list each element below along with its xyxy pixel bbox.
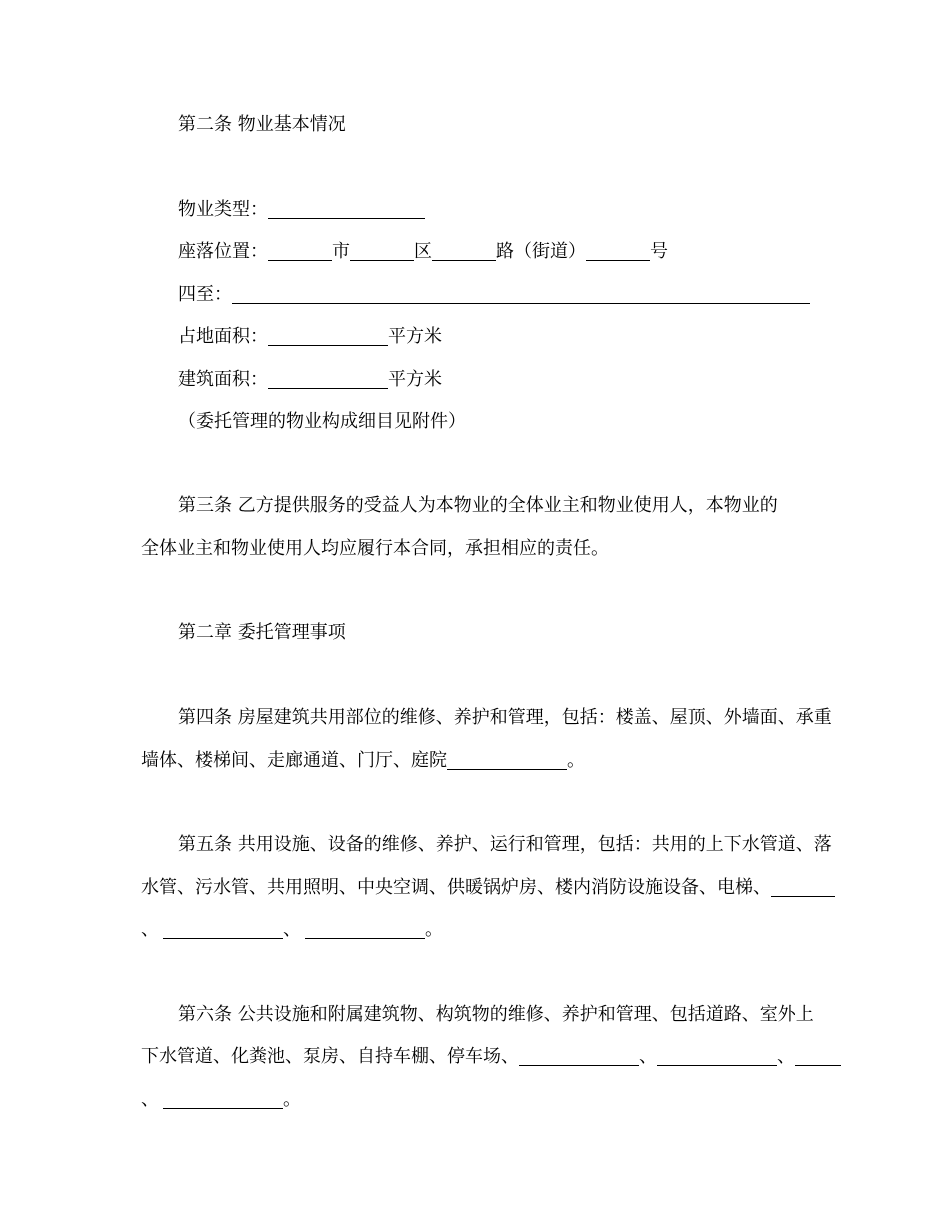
boundaries-row (178, 283, 810, 307)
article-5-line2-text: 水管、污水管、共用照明、中央空调、供暖锅炉房、楼内消防设施设备、电梯、 (141, 877, 771, 898)
article-6-blank-2[interactable] (657, 1047, 777, 1066)
article-6-sep-3: 、 (141, 1089, 159, 1110)
city-blank[interactable] (268, 242, 332, 261)
article-4-line2 (141, 749, 585, 773)
article-4-line2-text: 墙体、楼梯间、走廊通道、门厅、庭院 (141, 750, 447, 771)
property-type-row (178, 198, 425, 222)
chapter-2-heading: 第二章 委托管理事项 (178, 622, 346, 643)
article-2-heading: 第二条 物业基本情况 (178, 114, 346, 135)
article-6-sep-2: 、 (777, 1046, 795, 1067)
article-5-sep-1: 、 (141, 919, 159, 940)
district-label: 区 (414, 241, 432, 262)
article-6-line3 (141, 1088, 301, 1112)
article-5-end: 。 (425, 919, 443, 940)
article-5-blank-1[interactable] (771, 878, 835, 897)
road-blank[interactable] (432, 242, 496, 261)
article-3-line2: 全体业主和物业使用人均应履行本合同，承担相应的责任。 (141, 538, 609, 559)
article-5-line1: 第五条 共用设施、设备的维修、养护、运行和管理，包括：共用的上下水管道、落 (178, 834, 832, 855)
article-5-blank-2[interactable] (163, 920, 283, 939)
article-5-line3 (141, 918, 443, 942)
article-6-line2 (141, 1045, 841, 1069)
article-5-line2 (141, 876, 835, 900)
article-4-end: 。 (567, 750, 585, 771)
location-row (178, 240, 668, 264)
article-4-line1: 第四条 房屋建筑共用部位的维修、养护和管理，包括：楼盖、屋顶、外墙面、承重 (178, 707, 832, 728)
article-6-line2-text: 下水管道、化粪池、泵房、自持车棚、停车场、 (141, 1046, 519, 1067)
building-area-label: 建筑面积： (178, 369, 268, 390)
building-area-blank[interactable] (268, 370, 388, 389)
article-6-sep-1: 、 (639, 1046, 657, 1067)
land-area-blank[interactable] (268, 327, 388, 346)
article-6-end: 。 (283, 1089, 301, 1110)
road-label: 路（街道） (496, 241, 586, 262)
article-5-sep-2: 、 (283, 919, 301, 940)
district-blank[interactable] (350, 242, 414, 261)
article-3-line1: 第三条 乙方提供服务的受益人为本物业的全体业主和物业使用人，本物业的 (178, 495, 778, 516)
article-6-line1: 第六条 公共设施和附属建筑物、构筑物的维修、养护和管理、包括道路、室外上 (178, 1004, 814, 1025)
article-6-blank-3[interactable] (795, 1047, 841, 1066)
land-area-unit: 平方米 (388, 326, 442, 347)
building-area-row (178, 368, 442, 392)
property-type-label: 物业类型： (178, 199, 268, 220)
location-label: 座落位置： (178, 241, 268, 262)
land-area-row (178, 325, 442, 349)
boundaries-label: 四至： (178, 284, 232, 305)
city-label: 市 (332, 241, 350, 262)
building-area-unit: 平方米 (388, 369, 442, 390)
number-label: 号 (650, 241, 668, 262)
article-6-blank-4[interactable] (163, 1090, 283, 1109)
article-6-blank-1[interactable] (519, 1047, 639, 1066)
article-5-blank-3[interactable] (305, 920, 425, 939)
annex-note: （委托管理的物业构成细目见附件） (178, 411, 466, 432)
number-blank[interactable] (586, 242, 650, 261)
article-4-blank[interactable] (447, 751, 567, 770)
property-type-blank[interactable] (268, 200, 425, 219)
land-area-label: 占地面积： (178, 326, 268, 347)
boundaries-blank[interactable] (232, 285, 810, 304)
